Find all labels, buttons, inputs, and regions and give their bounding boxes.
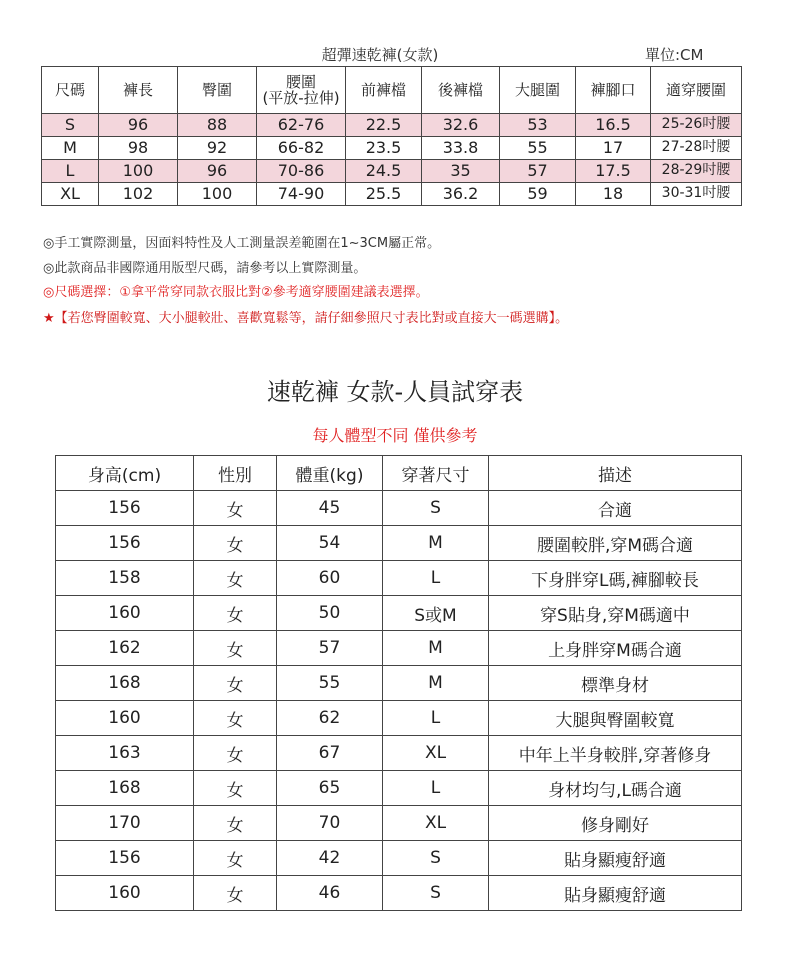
- cell-pants-length: 98: [99, 137, 178, 160]
- table-row: [42, 137, 742, 160]
- cell-description: 合適: [489, 491, 742, 526]
- cell-weight: 55: [277, 666, 383, 701]
- table-row: [56, 806, 742, 841]
- table-row: [56, 771, 742, 806]
- cell-front-rise: 22.5: [346, 114, 422, 137]
- cell-waist: 62-76: [257, 114, 346, 137]
- cell-description: 上身胖穿M碼合適: [489, 631, 742, 666]
- table-row: [56, 526, 742, 561]
- cell-gender: 女: [194, 666, 277, 701]
- cell-height: 158: [56, 561, 194, 596]
- table-row: [56, 701, 742, 736]
- cell-size: S: [42, 114, 99, 137]
- cell-height: 156: [56, 526, 194, 561]
- cell-description: 大腿與臀圍較寬: [489, 701, 742, 736]
- cell-leg-opening: 17: [576, 137, 651, 160]
- header-size: 尺碼: [42, 67, 99, 114]
- cell-hip: 96: [178, 160, 257, 183]
- cell-fit-waist: 28-29吋腰: [651, 160, 742, 183]
- cell-waist: 70-86: [257, 160, 346, 183]
- table-row: [56, 876, 742, 911]
- cell-weight: 65: [277, 771, 383, 806]
- cell-height: 168: [56, 771, 194, 806]
- cell-worn-size: XL: [383, 736, 489, 771]
- cell-weight: 42: [277, 841, 383, 876]
- cell-worn-size: S: [383, 841, 489, 876]
- cell-description: 身材均勻,L碼合適: [489, 771, 742, 806]
- cell-leg-opening: 17.5: [576, 160, 651, 183]
- cell-size: M: [42, 137, 99, 160]
- table-row: [56, 596, 742, 631]
- table-row: [42, 183, 742, 206]
- cell-worn-size: L: [383, 561, 489, 596]
- cell-fit-waist: 25-26吋腰: [651, 114, 742, 137]
- cell-height: 162: [56, 631, 194, 666]
- table-row: [56, 666, 742, 701]
- cell-description: 標準身材: [489, 666, 742, 701]
- cell-weight: 70: [277, 806, 383, 841]
- cell-description: 下身胖穿L碼,褲腳較長: [489, 561, 742, 596]
- cell-description: 貼身顯瘦舒適: [489, 841, 742, 876]
- cell-description: 修身剛好: [489, 806, 742, 841]
- cell-leg-opening: 16.5: [576, 114, 651, 137]
- header-height: 身高(cm): [56, 456, 194, 491]
- cell-gender: 女: [194, 701, 277, 736]
- cell-size: XL: [42, 183, 99, 206]
- cell-worn-size: XL: [383, 806, 489, 841]
- cell-thigh: 59: [500, 183, 576, 206]
- cell-waist: 66-82: [257, 137, 346, 160]
- cell-height: 170: [56, 806, 194, 841]
- cell-weight: 62: [277, 701, 383, 736]
- cell-back-rise: 35: [422, 160, 500, 183]
- cell-back-rise: 32.6: [422, 114, 500, 137]
- cell-worn-size: L: [383, 771, 489, 806]
- header-weight: 體重(kg): [277, 456, 383, 491]
- cell-weight: 57: [277, 631, 383, 666]
- cell-height: 156: [56, 491, 194, 526]
- cell-back-rise: 33.8: [422, 137, 500, 160]
- header-description: 描述: [489, 456, 742, 491]
- cell-thigh: 53: [500, 114, 576, 137]
- cell-gender: 女: [194, 491, 277, 526]
- cell-gender: 女: [194, 771, 277, 806]
- size-chart-title: 超彈速乾褲(女款): [321, 46, 439, 64]
- cell-gender: 女: [194, 876, 277, 911]
- size-chart-table: [41, 66, 742, 206]
- header-gender: 性別: [194, 456, 277, 491]
- size-chart-unit: 單位:CM: [645, 46, 704, 64]
- cell-gender: 女: [194, 526, 277, 561]
- header-front-rise: 前褲檔: [346, 67, 422, 114]
- header-worn-size: 穿著尺寸: [383, 456, 489, 491]
- cell-leg-opening: 18: [576, 183, 651, 206]
- cell-weight: 45: [277, 491, 383, 526]
- cell-worn-size: L: [383, 701, 489, 736]
- cell-height: 160: [56, 596, 194, 631]
- cell-gender: 女: [194, 631, 277, 666]
- tryon-subtitle: 每人體型不同 僅供參考: [312, 426, 478, 445]
- cell-back-rise: 36.2: [422, 183, 500, 206]
- cell-gender: 女: [194, 806, 277, 841]
- table-row: [56, 491, 742, 526]
- cell-hip: 100: [178, 183, 257, 206]
- header-waist: 腰圍 (平放-拉伸): [257, 67, 346, 114]
- table-row: [56, 841, 742, 876]
- tryon-title: 速乾褲 女款-人員試穿表: [266, 378, 524, 406]
- cell-weight: 46: [277, 876, 383, 911]
- cell-description: 穿S貼身,穿M碼適中: [489, 596, 742, 631]
- cell-worn-size: S: [383, 876, 489, 911]
- header-back-rise: 後褲檔: [422, 67, 500, 114]
- cell-gender: 女: [194, 596, 277, 631]
- cell-gender: 女: [194, 736, 277, 771]
- table-row: [56, 736, 742, 771]
- note-non-standard: ◎此款商品非國際通用版型尺碼，請參考以上實際測量。: [43, 261, 367, 276]
- cell-hip: 92: [178, 137, 257, 160]
- cell-front-rise: 23.5: [346, 137, 422, 160]
- cell-hip: 88: [178, 114, 257, 137]
- note-size-up-advice: ★【若您臀圍較寬、大小腿較壯、喜歡寬鬆等，請仔細參照尺寸表比對或直接大一碼選購】。: [43, 311, 569, 326]
- cell-gender: 女: [194, 841, 277, 876]
- cell-front-rise: 25.5: [346, 183, 422, 206]
- table-row: [42, 160, 742, 183]
- cell-description: 腰圍較胖,穿M碼合適: [489, 526, 742, 561]
- cell-pants-length: 102: [99, 183, 178, 206]
- note-size-selection: ◎尺碼選擇：①拿平常穿同款衣服比對②參考適穿腰圍建議表選擇。: [43, 285, 429, 300]
- cell-height: 156: [56, 841, 194, 876]
- cell-thigh: 55: [500, 137, 576, 160]
- cell-waist: 74-90: [257, 183, 346, 206]
- cell-description: 貼身顯瘦舒適: [489, 876, 742, 911]
- cell-weight: 50: [277, 596, 383, 631]
- cell-pants-length: 100: [99, 160, 178, 183]
- cell-height: 160: [56, 701, 194, 736]
- header-fit-waist: 適穿腰圍: [651, 67, 742, 114]
- cell-fit-waist: 30-31吋腰: [651, 183, 742, 206]
- tryon-table: [55, 455, 742, 911]
- cell-worn-size: M: [383, 631, 489, 666]
- cell-weight: 54: [277, 526, 383, 561]
- header-hip: 臀圍: [178, 67, 257, 114]
- cell-fit-waist: 27-28吋腰: [651, 137, 742, 160]
- cell-height: 168: [56, 666, 194, 701]
- cell-worn-size: M: [383, 526, 489, 561]
- cell-height: 160: [56, 876, 194, 911]
- cell-worn-size: S或M: [383, 596, 489, 631]
- header-pants-length: 褲長: [99, 67, 178, 114]
- note-measurement: ◎手工實際測量，因面料特性及人工測量誤差範圍在1~3CM屬正常。: [43, 236, 441, 251]
- cell-weight: 60: [277, 561, 383, 596]
- cell-worn-size: S: [383, 491, 489, 526]
- cell-description: 中年上半身較胖,穿著修身: [489, 736, 742, 771]
- cell-worn-size: M: [383, 666, 489, 701]
- table-row: [56, 561, 742, 596]
- cell-gender: 女: [194, 561, 277, 596]
- table-row: [56, 631, 742, 666]
- cell-height: 163: [56, 736, 194, 771]
- size-chart-header-row: [42, 67, 742, 114]
- header-leg-opening: 褲腳口: [576, 67, 651, 114]
- tryon-header-row: [56, 456, 742, 491]
- table-row: [42, 114, 742, 137]
- cell-thigh: 57: [500, 160, 576, 183]
- header-thigh: 大腿圍: [500, 67, 576, 114]
- cell-weight: 67: [277, 736, 383, 771]
- cell-front-rise: 24.5: [346, 160, 422, 183]
- cell-pants-length: 96: [99, 114, 178, 137]
- cell-size: L: [42, 160, 99, 183]
